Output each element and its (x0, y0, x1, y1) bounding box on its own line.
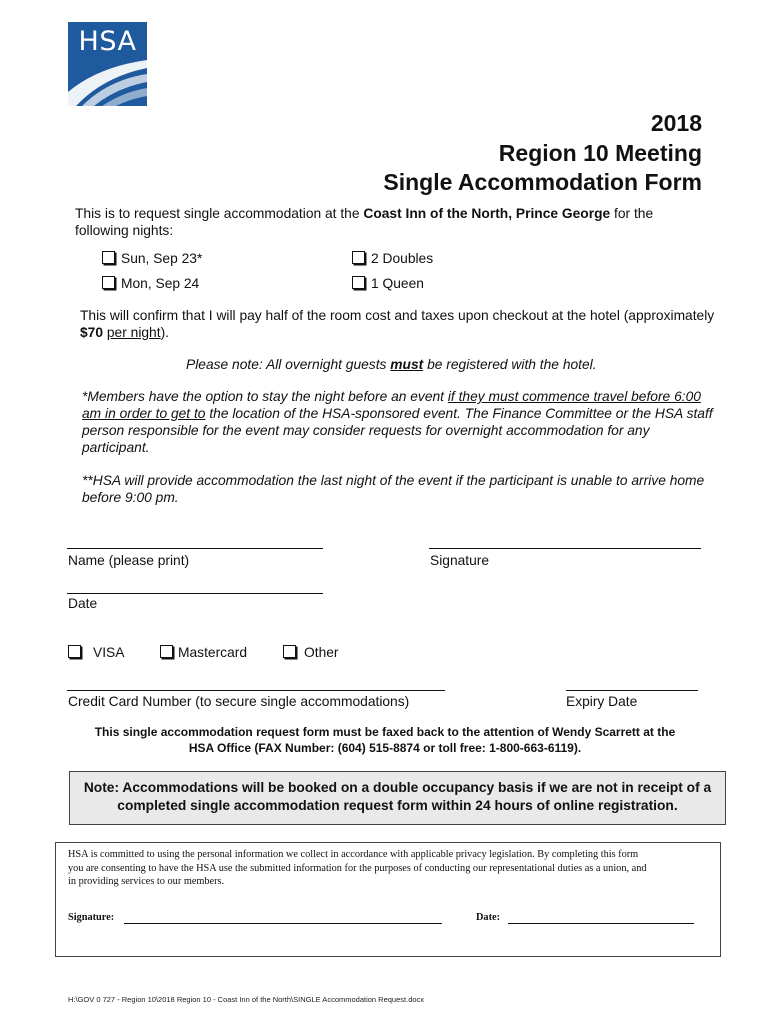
members-note-l2a: am in order to get to (82, 406, 206, 421)
intro-suffix: for the (610, 206, 654, 221)
card-visa-option[interactable] (68, 644, 124, 661)
checkbox-icon[interactable] (352, 251, 365, 264)
booking-note-box (69, 771, 726, 825)
fax-note-l2: HSA Office (FAX Number: (604) 515-8874 or toll free: 1-800-663-6119). (188, 741, 582, 755)
intro-prefix: This is to request single accommodation at the (75, 206, 364, 221)
title-year: 2018 (650, 110, 702, 136)
confirm-end: ). (160, 325, 170, 340)
logo-text: HSA (78, 26, 137, 57)
members-note-l2b: the location of the HSA-sponsored event. The Finance Committee or the HSA staff (205, 406, 713, 421)
privacy-box (55, 842, 721, 957)
checkbox-icon[interactable] (352, 276, 365, 289)
confirm-per-night: per night (106, 325, 161, 340)
card-mastercard-option[interactable] (160, 644, 247, 661)
card-number-label: Credit Card Number (to secure single accommodations) (68, 694, 410, 709)
fax-note (60, 724, 710, 756)
checkbox-icon[interactable] (283, 645, 296, 658)
members-note-l3: person responsible for the event may consider requests for overnight accommodation for any (82, 423, 650, 438)
members-note-l1b: if they must commence travel before 6:00 (447, 389, 701, 404)
option-label: 2 Doubles (371, 251, 434, 266)
privacy-signature-label: Signature: (68, 912, 115, 923)
footer-file-path: H:\GOV 0 727 - Region 10\2018 Region 10 - Coast Inn of the North\SINGLE Accommodation Request.docx (68, 995, 425, 1004)
confirm-paragraph (80, 307, 720, 341)
option-2-doubles[interactable] (352, 250, 433, 267)
checkbox-icon[interactable] (102, 251, 115, 264)
option-1-queen[interactable] (352, 275, 424, 292)
signature-label: Signature (430, 553, 490, 568)
option-label: Mon, Sep 24 (121, 276, 200, 291)
intro-line2: following nights: (75, 223, 174, 238)
members-note-l1a: *Members have the option to stay the night before an event (82, 389, 448, 404)
please-note-must: must (390, 357, 424, 372)
confirm-line1: This will confirm that I will pay half of the room cost and taxes upon checkout at the hotel (approximately (80, 308, 715, 323)
privacy-date-line[interactable] (508, 923, 694, 924)
name-label: Name (please print) (68, 553, 190, 568)
option-label: Sun, Sep 23* (121, 251, 203, 266)
privacy-signature-line[interactable] (124, 923, 442, 924)
last-night-note (82, 472, 722, 506)
members-note-l4: participant. (82, 440, 150, 455)
title-meeting: Region 10 Meeting (498, 140, 702, 166)
option-sun-sep-23[interactable] (102, 250, 202, 267)
confirm-amount: $70 (80, 325, 104, 340)
card-mastercard-label: Mastercard (178, 645, 248, 660)
please-note-before: Please note: All overnight guests (186, 357, 391, 372)
card-other-option[interactable] (283, 644, 339, 661)
option-mon-sep-24[interactable] (102, 275, 199, 292)
privacy-date-label: Date: (476, 912, 501, 923)
expiry-line[interactable] (566, 690, 698, 691)
privacy-l2: you are consenting to have the HSA use the submitted information for the purposes of conducting our representational duties as a union, and (68, 862, 647, 874)
signature-line[interactable] (429, 548, 701, 549)
privacy-l1: HSA is committed to using the personal information we collect in accordance with applicable privacy legislation. By completing this form (68, 849, 639, 860)
booking-note-l2: completed single accommodation request form within 24 hours of online registration. (117, 798, 678, 813)
please-note-after: be registered with the hotel. (423, 357, 597, 372)
name-line[interactable] (67, 548, 323, 549)
last-night-note-l1: **HSA will provide accommodation the last night of the event if the participant is unable to arrive home (82, 473, 705, 488)
checkbox-icon[interactable] (68, 645, 81, 658)
checkbox-icon[interactable] (102, 276, 115, 289)
booking-note-l1: Note: Accommodations will be booked on a double occupancy basis if we are not in receipt of a (83, 780, 712, 795)
privacy-l3: in providing services to our members. (68, 876, 225, 887)
card-visa-label: VISA (93, 645, 125, 660)
last-night-note-l2: before 9:00 pm. (82, 490, 179, 505)
fax-note-l1: This single accommodation request form must be faxed back to the attention of Wendy Scarrett at the (94, 725, 676, 739)
title-form-name: Single Accommodation Form (383, 169, 702, 195)
card-number-line[interactable] (67, 690, 445, 691)
date-label: Date (68, 596, 98, 611)
intro-location: Coast Inn of the North, Prince George (363, 206, 611, 221)
date-line[interactable] (67, 593, 323, 594)
expiry-label: Expiry Date (566, 694, 638, 709)
option-label: 1 Queen (371, 276, 424, 291)
hsa-logo (68, 22, 147, 106)
members-note (82, 388, 722, 456)
checkbox-icon[interactable] (160, 645, 173, 658)
intro-paragraph (75, 205, 715, 239)
please-note (186, 356, 597, 373)
card-other-label: Other (304, 645, 339, 660)
